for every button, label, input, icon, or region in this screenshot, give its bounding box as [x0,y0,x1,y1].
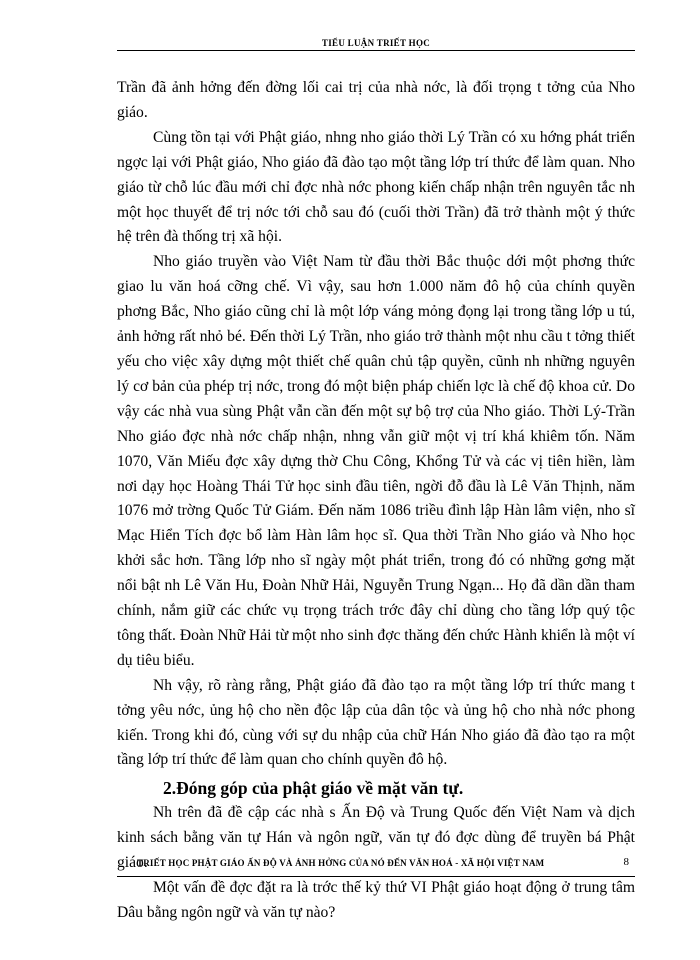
paragraph-continued: Trần đã ảnh hởng đến đờng lối cai trị của nhà nớc, là đối trọng t tởng của Nho giáo. [117,79,635,121]
page-number: 8 [623,856,629,868]
header-rule [117,50,635,51]
paragraph-nho-giao-ly-tran: Cùng tồn tại với Phật giáo, nhng nho giáo thời Lý Trần có xu hớng phát triển ngợc lại với Phật giáo, Nho giáo đã đào tạo một tầng lớp trí thức để làm quan. Nho giáo từ chỗ lúc đầu mới chỉ đợc nhà nớc phong kiến chấp nhận trên nguyên tắc nh một học thuyết để trị nớc tới chỗ sau đó (cuối thời Trần) đã trở thành một ý thức hệ trên đà thống trị xã hội. [117,128,635,246]
footer-rule [117,876,635,877]
paragraph-question: Một vấn đề đợc đặt ra là trớc thế kỷ thứ VI Phật giáo hoạt động ở trung tâm Dâu bằng ngôn ngữ và văn tự nào? [117,879,635,921]
footer-title: TRIẾT HỌC PHẬT GIÁO ẤN ĐỘ VÀ ẢNH HỞNG CỦA NÓ ĐẾN VĂN HOÁ - XÃ HỘI VIỆT NAM [137,858,545,868]
running-header: TIỂU LUẬN TRIẾT HỌC [321,38,431,48]
page-body [117,76,635,926]
paragraph-conclusion: Nh vậy, rõ ràng rằng, Phật giáo đã đào tạo ra một tầng lớp trí thức mang t tởng yêu nớc, ủng hộ cho nền độc lập của dân tộc và ủng hộ cho nhà nớc phong kiến. Trong khi đó, cùng với sự du nhập của chữ Hán Nho giáo đã đào tạo ra một tầng lớp trí thức để làm quan cho chính quyền đô hộ. [117,676,635,769]
section-heading: 2.Đóng góp của phật giáo về mặt văn tự. [163,778,464,799]
paragraph-nho-giao-history: Nho giáo truyền vào Việt Nam từ đầu thời Bắc thuộc dới một phơng thức giao lu văn hoá cỡng chế. Vì vậy, sau hơn 1.000 năm đô hộ của chính quyền phơng Bắc, Nho giáo cũng chỉ là một lớp váng mỏng đọng lại trong tầng lớp u tú, ảnh hởng rất nhỏ bé. Đến thời Lý Trần, nho giáo trở thành một nhu cầu t tởng thiết yếu cho việc xây dựng một thiết chế quân chủ tập quyền, cũnh nh những nguyên lý cơ bản của phép trị nớc, trong đó một biện pháp chiến lợc là chế độ khoa cử. Do vậy các nhà vua sùng Phật vẫn cần đến một sự bộ trợ của Nho giáo. Thời Lý-Trần Nho giáo đợc nhà nớc chấp nhận, nhng vẫn giữ một vị trí khá khiêm tốn. Năm 1070, Văn Miếu đợc xây dựng thờ Chu Công, Khổng Tử và các vị tiên hiền, làm nơi dạy học Hoàng Thái Tử học sinh đầu tiên, ngời đỗ đầu là Lê Văn Thịnh, năm 1076 mở trờng Quốc Tử Giám. Đến năm 1086 triều đình lập Hàn lâm viện, nho sĩ Mạc Hiển Tích đợc bổ làm Hàn lâm học sĩ. Qua thời Trần Nho giáo và Nho học khởi sắc hơn. Tầng lớp nho sĩ ngày một phát triển, trong đó có những gơng mặt nổi bật nh Lê Văn Hu, Đoàn Nhữ Hải, Nguyễn Trung Ngạn... Họ đã dần dần tham chính, nắm giữ các chức vụ trọng trách trớc đây chỉ dùng cho tầng lớp quý tộc tông thất. Đoàn Nhữ Hải từ một nho sinh đợc thăng đến chức Hành khiển là một ví dụ tiêu biểu. [117,253,635,669]
paragraph-van-tu-intro: Nh trên đã đề cập các nhà s Ấn Độ và Trung Quốc đến Việt Nam và dịch kinh sách bằng văn tự Hán và ngôn ngữ, văn tự đó đợc dùng để truyền bá Phật giáo. [117,804,635,872]
